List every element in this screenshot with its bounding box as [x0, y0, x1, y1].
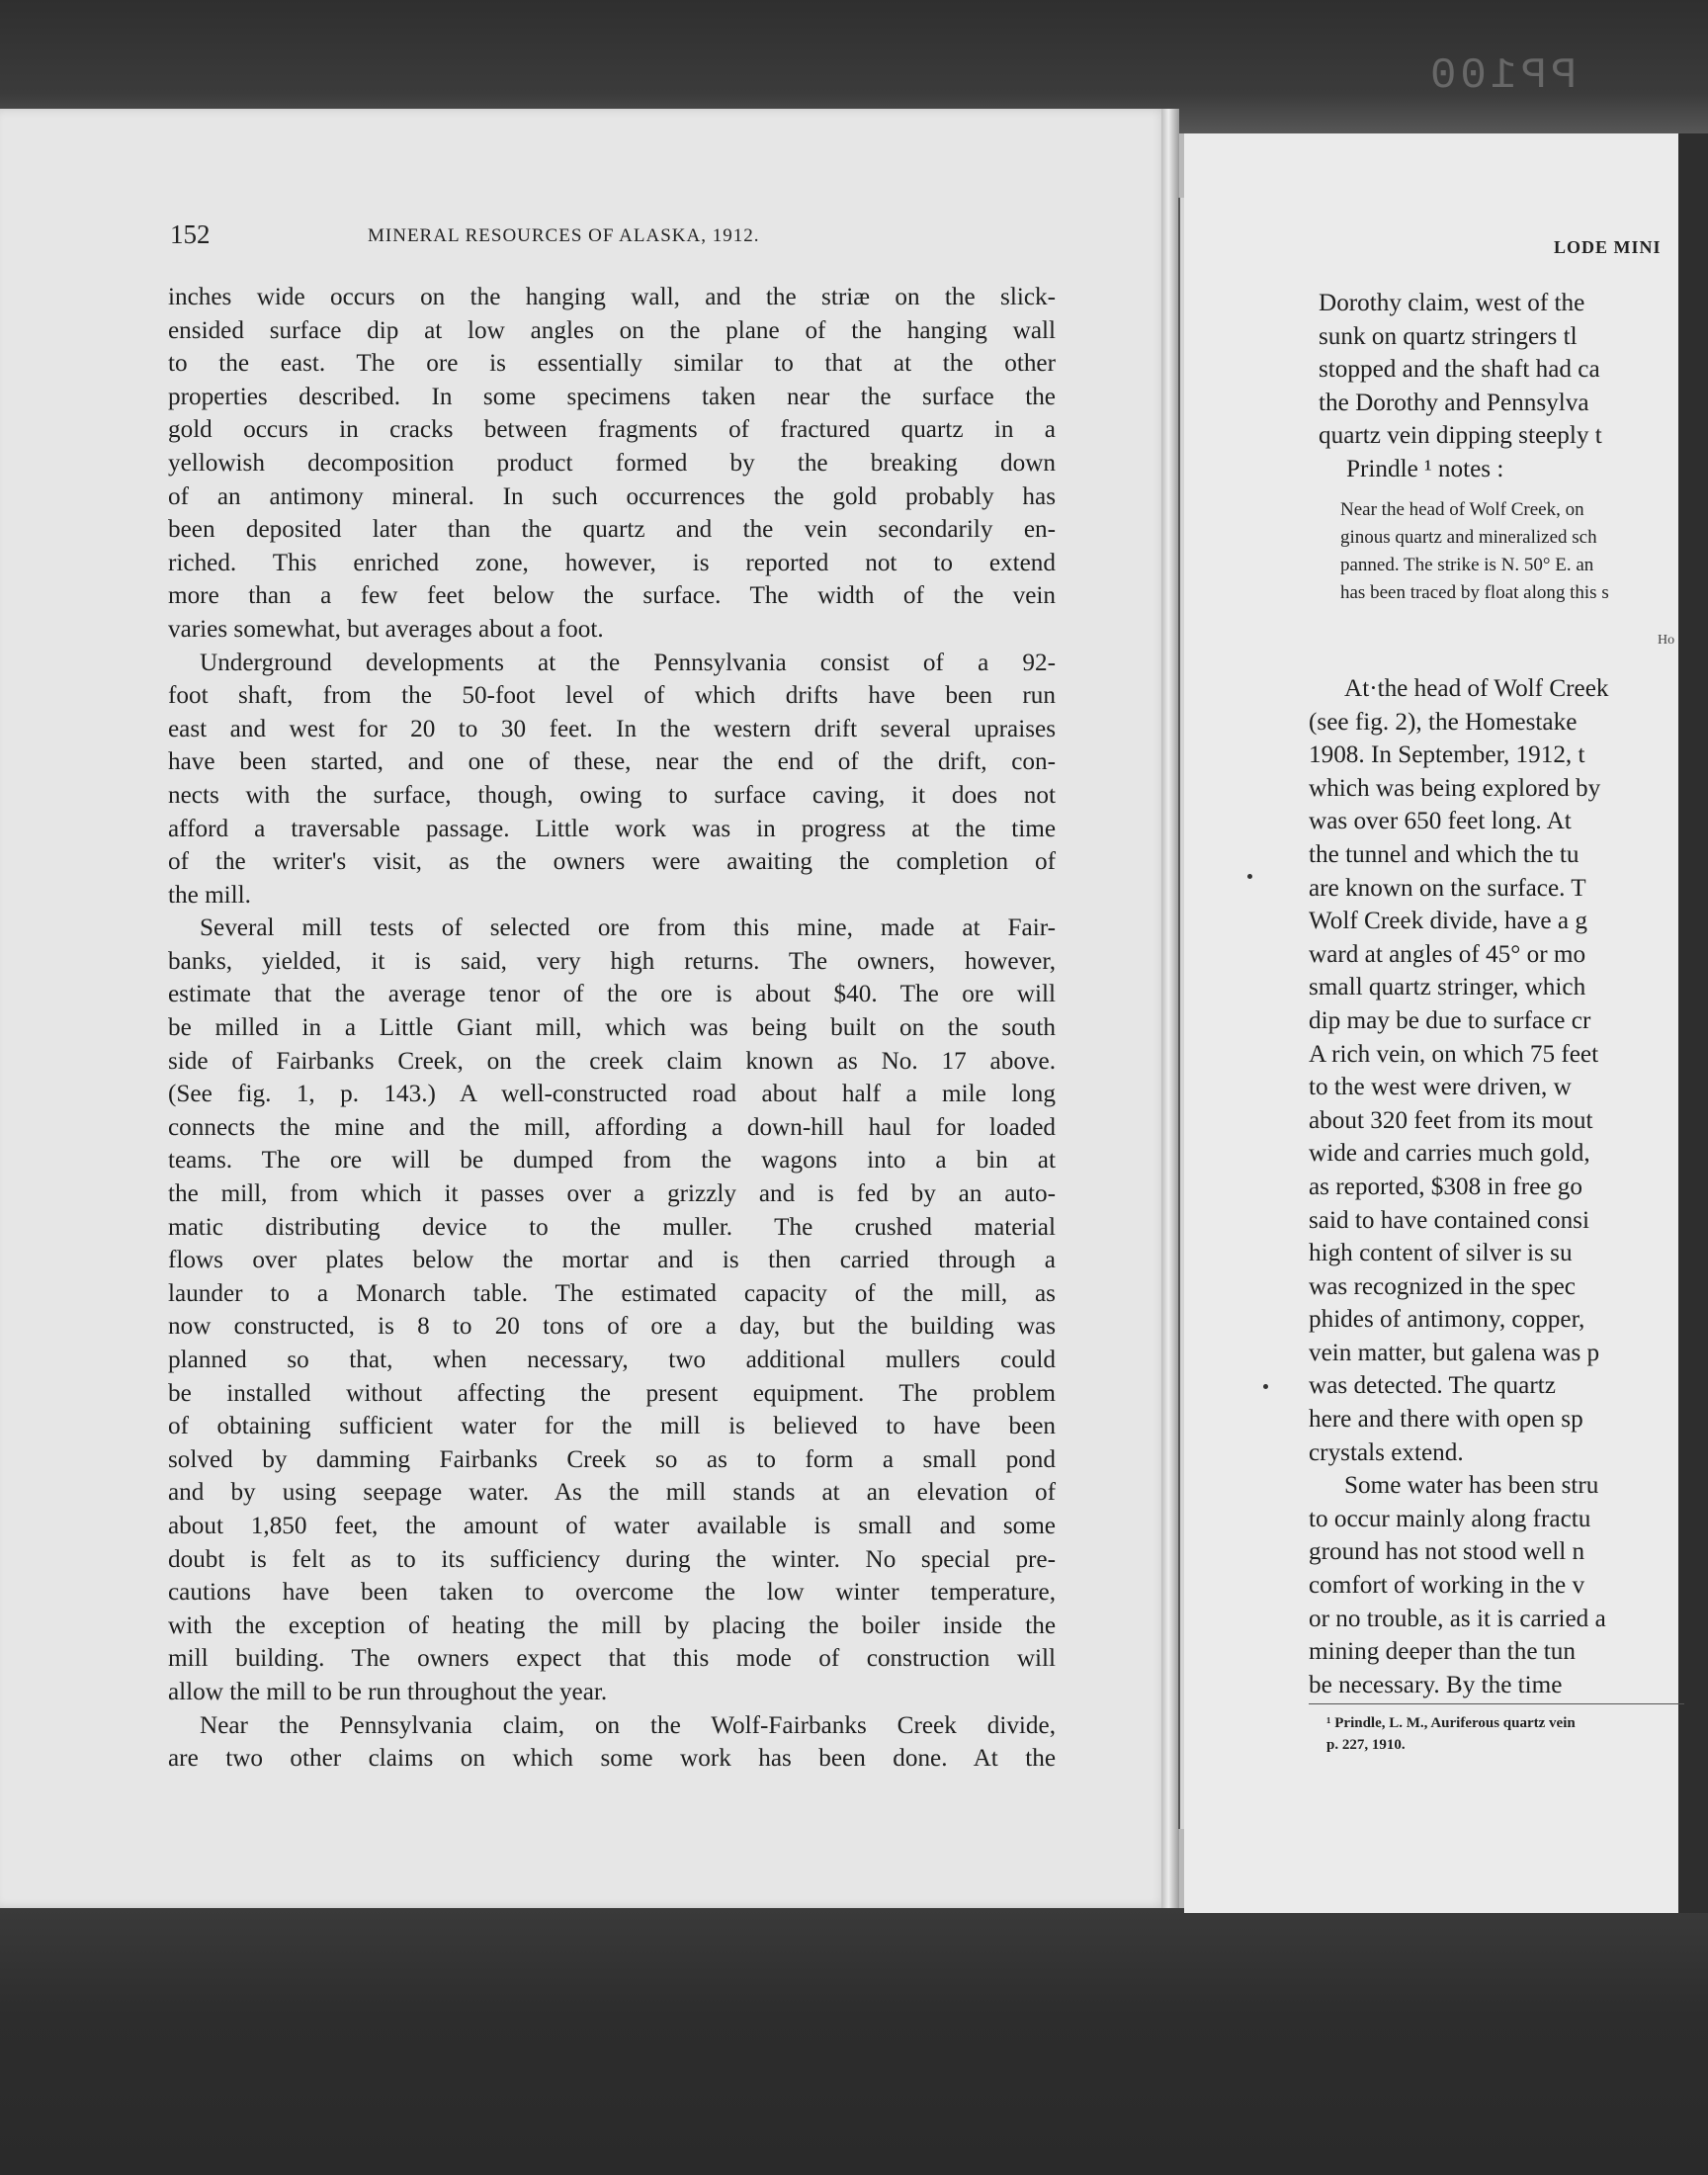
text-line: to the west were driven, w [1309, 1074, 1572, 1101]
text-line: planned so that, when necessary, two additional mullers could [168, 1347, 1056, 1373]
text-line: are known on the surface. T [1309, 874, 1586, 902]
text-line: now constructed, is 8 to 20 tons of ore a day, but the building was [168, 1313, 1056, 1341]
text-line: banks, yielded, it is said, very high returns. The owners, however, [168, 947, 1056, 975]
speck-mark [1247, 874, 1252, 879]
text-line: have been started, and one of these, near the end of the drift, con- [168, 748, 1056, 776]
text-line: cautions have been taken to overcome the low winter temperature, [168, 1579, 1056, 1607]
text-line: been deposited later than the quartz and the vein secondarily en- [168, 516, 1056, 544]
footnote-line: ¹ Prindle, L. M., Auriferous quartz vein [1326, 1715, 1576, 1731]
text-line: nects with the surface, though, owing to surface caving, it does not [168, 781, 1056, 809]
archive-stamp: PP100 [1425, 51, 1577, 101]
text-line: to occur mainly along fractu [1309, 1505, 1591, 1532]
text-line: At·the head of Wolf Creek [1344, 675, 1609, 702]
text-line: of the writer's visit, as the owners were awaiting the completion of [168, 848, 1056, 876]
text-line: Underground developments at the Pennsylvania consist of a 92- [200, 649, 1056, 676]
quote-line: Near the head of Wolf Creek, on [1340, 499, 1584, 520]
text-line: flows over plates below the mortar and is then carried through a [168, 1247, 1056, 1274]
text-line: Wolf Creek divide, have a g [1309, 908, 1587, 935]
text-line: vein matter, but galena was p [1309, 1339, 1600, 1366]
text-line: small quartz stringer, which [1309, 974, 1586, 1001]
text-line: yellowish decomposition product formed by the breaking down [168, 449, 1056, 477]
text-line: doubt is felt as to its sufficiency during the winter. No special pre- [168, 1545, 1056, 1573]
text-line: stopped and the shaft had ca [1319, 356, 1600, 384]
left-page-body [168, 281, 1056, 1776]
footnote-rule [1309, 1703, 1684, 1704]
text-line: Near the Pennsylvania claim, on the Wolf-Fairbanks Creek divide, [200, 1711, 1056, 1739]
quote-line: ginous quartz and mineralized sch [1340, 527, 1597, 548]
text-line: phides of antimony, copper, [1309, 1306, 1585, 1334]
text-line: teams. The ore will be dumped from the wagons into a bin at [168, 1147, 1056, 1174]
text-line: varies somewhat, but averages about a foot. [168, 615, 604, 643]
text-line: foot shaft, from the 50-foot level of which drifts have been run [168, 682, 1056, 710]
text-line: mining deeper than the tun [1309, 1638, 1576, 1666]
text-line: solved by damming Fairbanks Creek so as to form a small pond [168, 1445, 1056, 1473]
text-line: ground has not stood well n [1309, 1538, 1585, 1566]
text-line: are two other claims on which some work has been done. At the [168, 1745, 1056, 1773]
text-line: Several mill tests of selected ore from this mine, made at Fair- [200, 914, 1056, 942]
left-page-header [170, 219, 1060, 249]
right-subheading: Ho [1658, 633, 1675, 648]
text-line: quartz vein dipping steeply t [1319, 422, 1602, 450]
text-line: gold occurs in cracks between fragments of fractured quartz in a [168, 416, 1056, 444]
text-line: ensided surface dip at low angles on the plane of the hanging wall [168, 316, 1056, 344]
text-line: Dorothy claim, west of the [1319, 290, 1585, 316]
text-line: of an antimony mineral. In such occurrences the gold probably has [168, 482, 1056, 510]
text-line: said to have contained consi [1309, 1206, 1589, 1234]
text-line: was detected. The quartz [1309, 1372, 1556, 1400]
scan-bottom-margin [0, 1908, 1708, 2175]
text-line: allow the mill to be run throughout the year. [168, 1678, 608, 1705]
text-line: estimate that the average tenor of the ore is about $40. The ore will [168, 981, 1056, 1008]
text-line: the mill. [168, 881, 251, 909]
text-line: riched. This enriched zone, however, is reported not to extend [168, 549, 1056, 576]
text-line: and by using seepage water. As the mill stands at an elevation of [168, 1479, 1056, 1507]
quote-line: has been traced by float along this s [1340, 582, 1609, 603]
text-line: the Dorothy and Pennsylva [1319, 389, 1589, 416]
text-line: comfort of working in the v [1309, 1572, 1585, 1600]
text-line: Some water has been stru [1344, 1472, 1599, 1500]
text-line: which was being explored by [1309, 774, 1601, 802]
text-line: to the east. The ore is essentially similar to that at the other [168, 350, 1056, 378]
text-line: (See fig. 1, p. 143.) A well-constructed road about half a mile long [168, 1081, 1056, 1108]
right-page-quote [1340, 496, 1684, 607]
running-title: MINERAL RESOURCES OF ALASKA, 1912. [368, 225, 760, 246]
text-line: connects the mine and the mill, affording a down-hill haul for loaded [168, 1113, 1056, 1141]
text-line: of obtaining sufficient water for the mill is believed to have been [168, 1413, 1056, 1440]
text-line: the tunnel and which the tu [1309, 840, 1580, 868]
text-line: about 1,850 feet, the amount of water available is small and some [168, 1512, 1056, 1539]
text-line: (see fig. 2), the Homestake [1309, 708, 1578, 736]
text-line: be necessary. By the time [1309, 1671, 1563, 1698]
text-line: more than a few feet below the surface. The width of the vein [168, 582, 1056, 610]
text-line: crystals extend. [1309, 1438, 1464, 1466]
text-line: was recognized in the spec [1309, 1272, 1576, 1300]
text-line: or no trouble, as it is carried a [1309, 1605, 1606, 1632]
right-page-body-bottom [1309, 672, 1684, 1701]
text-line: afford a traversable passage. Little work was in progress at the time [168, 815, 1056, 842]
text-line: mill building. The owners expect that this mode of construction will [168, 1645, 1056, 1673]
text-line: 1908. In September, 1912, t [1309, 741, 1585, 769]
text-line: as reported, $308 in free go [1309, 1173, 1582, 1200]
page-number: 152 [170, 219, 211, 249]
text-line: ward at angles of 45° or mo [1309, 940, 1586, 968]
text-line: Prindle ¹ notes : [1346, 455, 1504, 482]
text-line: with the exception of heating the mill by placing the boiler inside the [168, 1611, 1056, 1639]
text-line: high content of silver is su [1309, 1240, 1573, 1267]
right-page-body-top [1319, 287, 1684, 486]
right-running-title: LODE MINI [1554, 237, 1662, 257]
text-line: east and west for 20 to 30 feet. In the western drift several upraises [168, 715, 1056, 742]
text-line: be installed without affecting the present equipment. The problem [168, 1379, 1056, 1407]
footnote-line: p. 227, 1910. [1326, 1737, 1406, 1753]
text-line: launder to a Monarch table. The estimated capacity of the mill, as [168, 1279, 1056, 1307]
text-line: inches wide occurs on the hanging wall, and the striæ on the slick- [168, 284, 1056, 310]
text-line: properties described. In some specimens taken near the surface the [168, 383, 1056, 410]
text-line: A rich vein, on which 75 feet [1309, 1040, 1599, 1068]
text-line: side of Fairbanks Creek, on the creek claim known as No. 17 above. [168, 1047, 1056, 1075]
text-line: sunk on quartz stringers tl [1319, 322, 1578, 350]
quote-line: panned. The strike is N. 50° E. an [1340, 555, 1594, 575]
right-page-footnote [1326, 1712, 1684, 1756]
text-line: dip may be due to surface cr [1309, 1006, 1591, 1034]
text-line: wide and carries much gold, [1309, 1140, 1590, 1168]
book-gutter [1161, 109, 1179, 1908]
speck-mark [1263, 1384, 1268, 1389]
text-line: here and there with open sp [1309, 1406, 1583, 1434]
text-line: was over 650 feet long. At [1309, 808, 1572, 835]
text-line: the mill, from which it passes over a grizzly and is fed by an auto- [168, 1180, 1056, 1208]
text-line: about 320 feet from its mout [1309, 1106, 1593, 1134]
text-line: be milled in a Little Giant mill, which was being built on the south [168, 1014, 1056, 1042]
text-line: matic distributing device to the muller. The crushed material [168, 1213, 1056, 1241]
